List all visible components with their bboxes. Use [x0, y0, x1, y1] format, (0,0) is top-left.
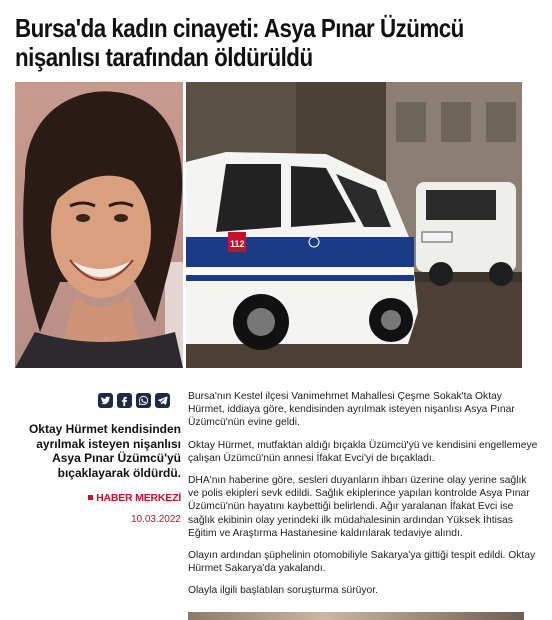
van-shape [416, 182, 516, 286]
share-bar [98, 393, 170, 408]
article-summary: Oktay Hürmet kendisinden ayrılmak isteyen nişanlısı Asya Pınar Üzümcü'yü bıçaklayarak öldürdü. [28, 422, 181, 480]
article-title: Bursa'da kadın cinayeti: Asya Pınar Üzümcü nişanlısı tarafından öldürüldü [15, 13, 464, 72]
article-paragraph: Olayın ardından şüphelinin otomobiliyle Sakarya'ya gittiği tespit edildi. Oktay Hürmet Sakarya'da yakalandı. [188, 550, 536, 575]
portrait-illustration [15, 82, 183, 368]
police-car-scene-image [186, 82, 522, 368]
author-marker [88, 495, 93, 500]
car-number-label: 112 [230, 239, 245, 249]
author-name: HABER MERKEZİ [96, 492, 181, 504]
facebook-icon[interactable] [117, 393, 132, 408]
article-paragraph: Olayla ilgili başlatılan soruşturma sürüyor. [188, 585, 378, 597]
article-paragraph: DHA'nın haberine göre, sesleri duyanların ihbarı üzerine olay yerine sağlık ve polis ekipleri sevk edildi. Sağlık ekiplerince yapılan kontrolde Asya Pınar Üzümcü'nün hayatını kaybettiği belirlendi. Ağır yaralanan İfakat Evci ise sağlık ekibinin olay yerindeki ilk müdahalesinin ardından Yüksek İhtisas Eğitim ve Araştırma Hastanesine kaldırılarak tedaviye alındı. [188, 475, 530, 539]
article-paragraph: Bursa'nın Kestel ilçesi Vanimehmet Mahallesi Çeşme Sokak'ta Oktay Hürmet, iddiaya göre, kendisinden ayrılmak isteyen nişanlısı Asya Pınar Üzümcü'nün evine geldi. [188, 391, 515, 429]
police-car-shape [186, 152, 418, 350]
next-image-preview [188, 612, 524, 620]
article-paragraph: Oktay Hürmet, mutfaktan aldığı bıçakla Üzümcü'yü ve kendisini engellemeye çalışan Üzümcü'nün annesi İfakat Evci'yi de bıçakladı. [188, 439, 538, 464]
telegram-icon[interactable] [155, 393, 170, 408]
twitter-icon[interactable] [98, 393, 113, 408]
author-link[interactable] [88, 492, 181, 504]
polis-label: POLİS [326, 238, 354, 248]
publish-date: 10.03.2022 [130, 514, 181, 525]
article-body [188, 390, 538, 607]
scene-illustration [186, 82, 522, 368]
whatsapp-icon[interactable] [136, 393, 151, 408]
victim-portrait-image [15, 82, 183, 368]
